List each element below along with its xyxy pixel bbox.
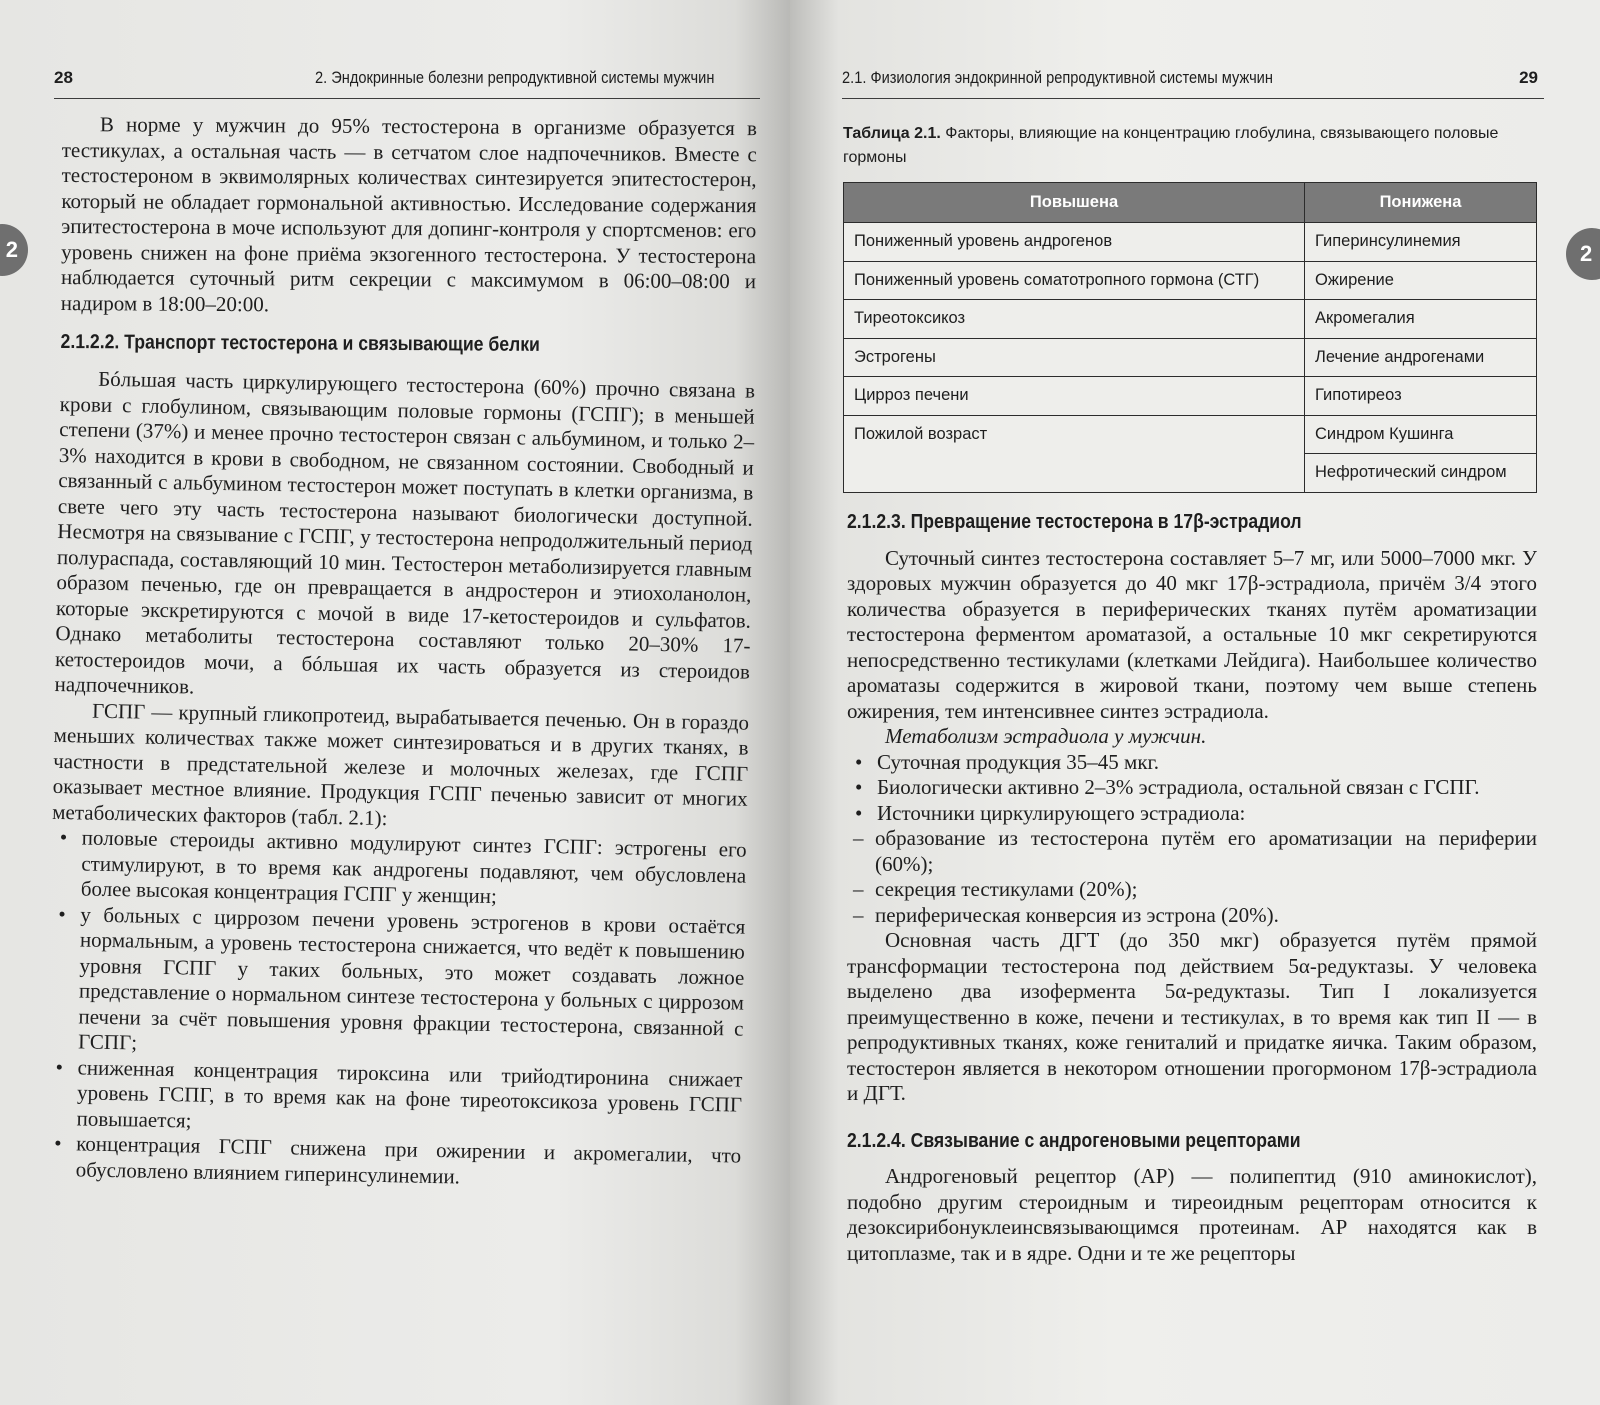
table-caption-text: Факторы, влияющие на концентрацию глобулина, связывающего половые гормоны <box>843 125 1499 166</box>
list-item: • половые стероиды активно модулируют синтез ГСПГ: эстрогены его стимулируют, в то время как андрогены подавляют, чем обусловлена более высокая концентрация ГСПГ у женщин; <box>51 824 747 913</box>
header-rule <box>842 98 1544 99</box>
header-rule <box>54 98 760 99</box>
page-number: 28 <box>54 68 73 87</box>
page-number: 29 <box>1519 68 1538 87</box>
table-row <box>844 338 1537 377</box>
list-item: • Суточная продукция 35–45 мкг. <box>847 750 1537 776</box>
chapter-tab: 2 <box>1566 228 1600 280</box>
table-cell: Пониженный уровень андрогенов <box>844 223 1305 262</box>
paragraph: В норме у мужчин до 95% тестостерона в организме образуется в тестикулах, а остальная часть — в сетчатом слое надпочечников. Вместе с тестостероном в эквимолярных количествах синтезируется эпитестостерон, который не обладает гормональной активностью. Исследование содержания эпитестостерона в моче используют для допинг-контроля у спортсменов: его уровень снижен на фоне приёма экзогенного тестостерона. У тестостерона наблюдается суточный ритм секреции с максимумом в 06:00–08:00 и надиром в 18:00–20:00. <box>60 112 757 316</box>
chapter-tab: 2 <box>0 224 28 276</box>
table-row <box>844 261 1537 300</box>
table-row <box>844 300 1537 339</box>
table-cell: Акромегалия <box>1305 300 1537 339</box>
table-cell: Эстрогены <box>844 338 1305 377</box>
table-cell: Пониженный уровень соматотропного гормона (СТГ) <box>844 261 1305 300</box>
list-item: – секреция тестикулами (20%); <box>847 877 1537 903</box>
italic-subheading: Метаболизм эстрадиола у мужчин. <box>885 724 1207 748</box>
estradiol-list <box>847 750 1537 827</box>
list-item: • у больных с циррозом печени уровень эстрогенов в крови остаётся нормальным, а уровень тестостерона снижается, что ведёт к повышению уровня ГСПГ у таких больных, это может создавать ложное представление о нормальном синтезе тестостерона у больных с циррозом печени за счёт повышения уровня фракции тестостерона, связанной с ГСПГ; <box>48 901 746 1067</box>
tilted-block <box>45 365 755 1194</box>
sources-list <box>847 826 1537 928</box>
paragraph: Основная часть ДГТ (до 350 мкг) образуется путём прямой трансформации тестостерона под действием 5α-редуктазы. У человека выделено два изофермента 5α-редуктазы. Тип I локализуется преимущественно в коже, печени и тестикулах, в то время как тип II — в репродуктивных тканях, коже гениталий и придатке яичка. Таким образом, тестостерон является в некотором отношении прогормоном 17β-эстрадиола и ДГТ. <box>847 928 1537 1105</box>
table-cell: Гиперинсулинемия <box>1305 223 1537 262</box>
table-header-row <box>844 183 1537 223</box>
right-body <box>847 510 1537 1266</box>
section-heading: 2.1.2.3. Превращение тестостерона в 17β-эстрадиол <box>847 511 1302 533</box>
section-heading: 2.1.2.4. Связывание с андрогеновыми рецепторами <box>847 1129 1301 1152</box>
header-decreased: Понижена <box>1305 183 1537 223</box>
table-row <box>844 223 1537 262</box>
factors-table <box>843 182 1537 493</box>
list-item: • Биологически активно 2–3% эстрадиола, остальной связан с ГСПГ. <box>847 775 1537 801</box>
paragraph: Бóльшая часть циркулирующего тестостерона (60%) прочно связана в крови с глобулином, связывающим половые гормоны (ГСПГ); в меньшей степени (37%) и менее прочно тестостерон связан с альбумином, и только 2–3% находится в крови в свободном, не связанном состоянии. Свободный и связанный с альбумином тестостерон может поступать в клетки организма, в свете чего эту часть тестостерона называют биологически доступной. Несмотря на связывание с ГСПГ, у тестостерона непродолжительный период полураспада, составляющий 10 мин. Тестостерон метаболизируется главным образом печенью, где он превращается в андростерон и этиохоланолон, которые экскретируются с мочой в виде 17-кетостероидов и сульфатов. Однако метаболиты тестостерона составляют только 20–30% 17-кетостероидов мочи, а бóльшая их часть образуется из стероидов надпочечников. <box>54 366 756 698</box>
list-item: • сниженная концентрация тироксина или трийодтиронина снижает уровень ГСПГ, в то время как на фоне тиреотоксикоза уровень ГСПГ повышается; <box>46 1054 742 1143</box>
factor-list <box>45 824 746 1194</box>
table-cell: Лечение андрогенами <box>1305 338 1537 377</box>
list-item: • концентрация ГСПГ снижена при ожирении и акромегалии, что обусловлено влиянием гиперинсулинемии. <box>45 1130 741 1194</box>
table-cell: Ожирение <box>1305 261 1537 300</box>
table-cell: Синдром Кушинга <box>1305 415 1537 454</box>
left-body <box>52 112 757 1188</box>
running-head: 2. Эндокринные болезни репродуктивной системы мужчин <box>315 68 715 87</box>
table-cell: Гипотиреоз <box>1305 377 1537 416</box>
table-row <box>844 377 1537 416</box>
table-label: Таблица 2.1. <box>843 125 941 142</box>
list-item: – образование из тестостерона путём его ароматизации на периферии (60%); <box>847 826 1537 877</box>
table-cell: Цирроз печени <box>844 377 1305 416</box>
section-heading: 2.1.2.2. Транспорт тестостерона и связывающие белки <box>60 330 540 356</box>
running-head: 2.1. Физиология эндокринной репродуктивной системы мужчин <box>842 68 1273 87</box>
table-cell: Тиреотоксикоз <box>844 300 1305 339</box>
list-item: • Источники циркулирующего эстрадиола: <box>847 801 1537 827</box>
paragraph: Андрогеновый рецептор (АР) — полипептид (910 аминокислот), подобно другим стероидным и тиреоидным рецепторам относится к дезоксирибонуклеинсвязывающимся протеинам. АР находятся как в цитоплазме, так и в ядре. Одни и те же рецепторы <box>847 1164 1537 1265</box>
list-item: – периферическая конверсия из эстрона (20%). <box>847 903 1537 929</box>
table-cell: Нефротический синдром <box>1305 454 1537 493</box>
paragraph: ГСПГ — крупный гликопротеид, вырабатывается печенью. Он в гораздо меньших количествах также может синтезироваться и в других тканях, в частности в предстательной железе и молочных железах, где ГСПГ оказывает местное влияние. Продукция ГСПГ печенью зависит от многих метаболических факторов (табл. 2.1): <box>52 697 750 830</box>
header-increased: Повышена <box>844 183 1305 223</box>
table-caption <box>843 122 1538 170</box>
left-page <box>0 0 790 1405</box>
table-cell: Пожилой возраст <box>844 415 1305 492</box>
table-row <box>844 415 1537 454</box>
paragraph: Суточный синтез тестостерона составляет 5–7 мг, или 5000–7000 мкг. У здоровых мужчин образуется до 40 мкг 17β-эстрадиола, причём 3/4 этого количества образуется в периферических тканях путём ароматизации тестостерона ферментом ароматазой, а остальные 10 мкг секретируются непосредственно тестикулами (клетками Лейдига). Наибольшее количество ароматазы содержится в жировой ткани, поэтому чем выше степень ожирения, тем интенсивнее синтез эстрадиола. <box>847 545 1537 723</box>
